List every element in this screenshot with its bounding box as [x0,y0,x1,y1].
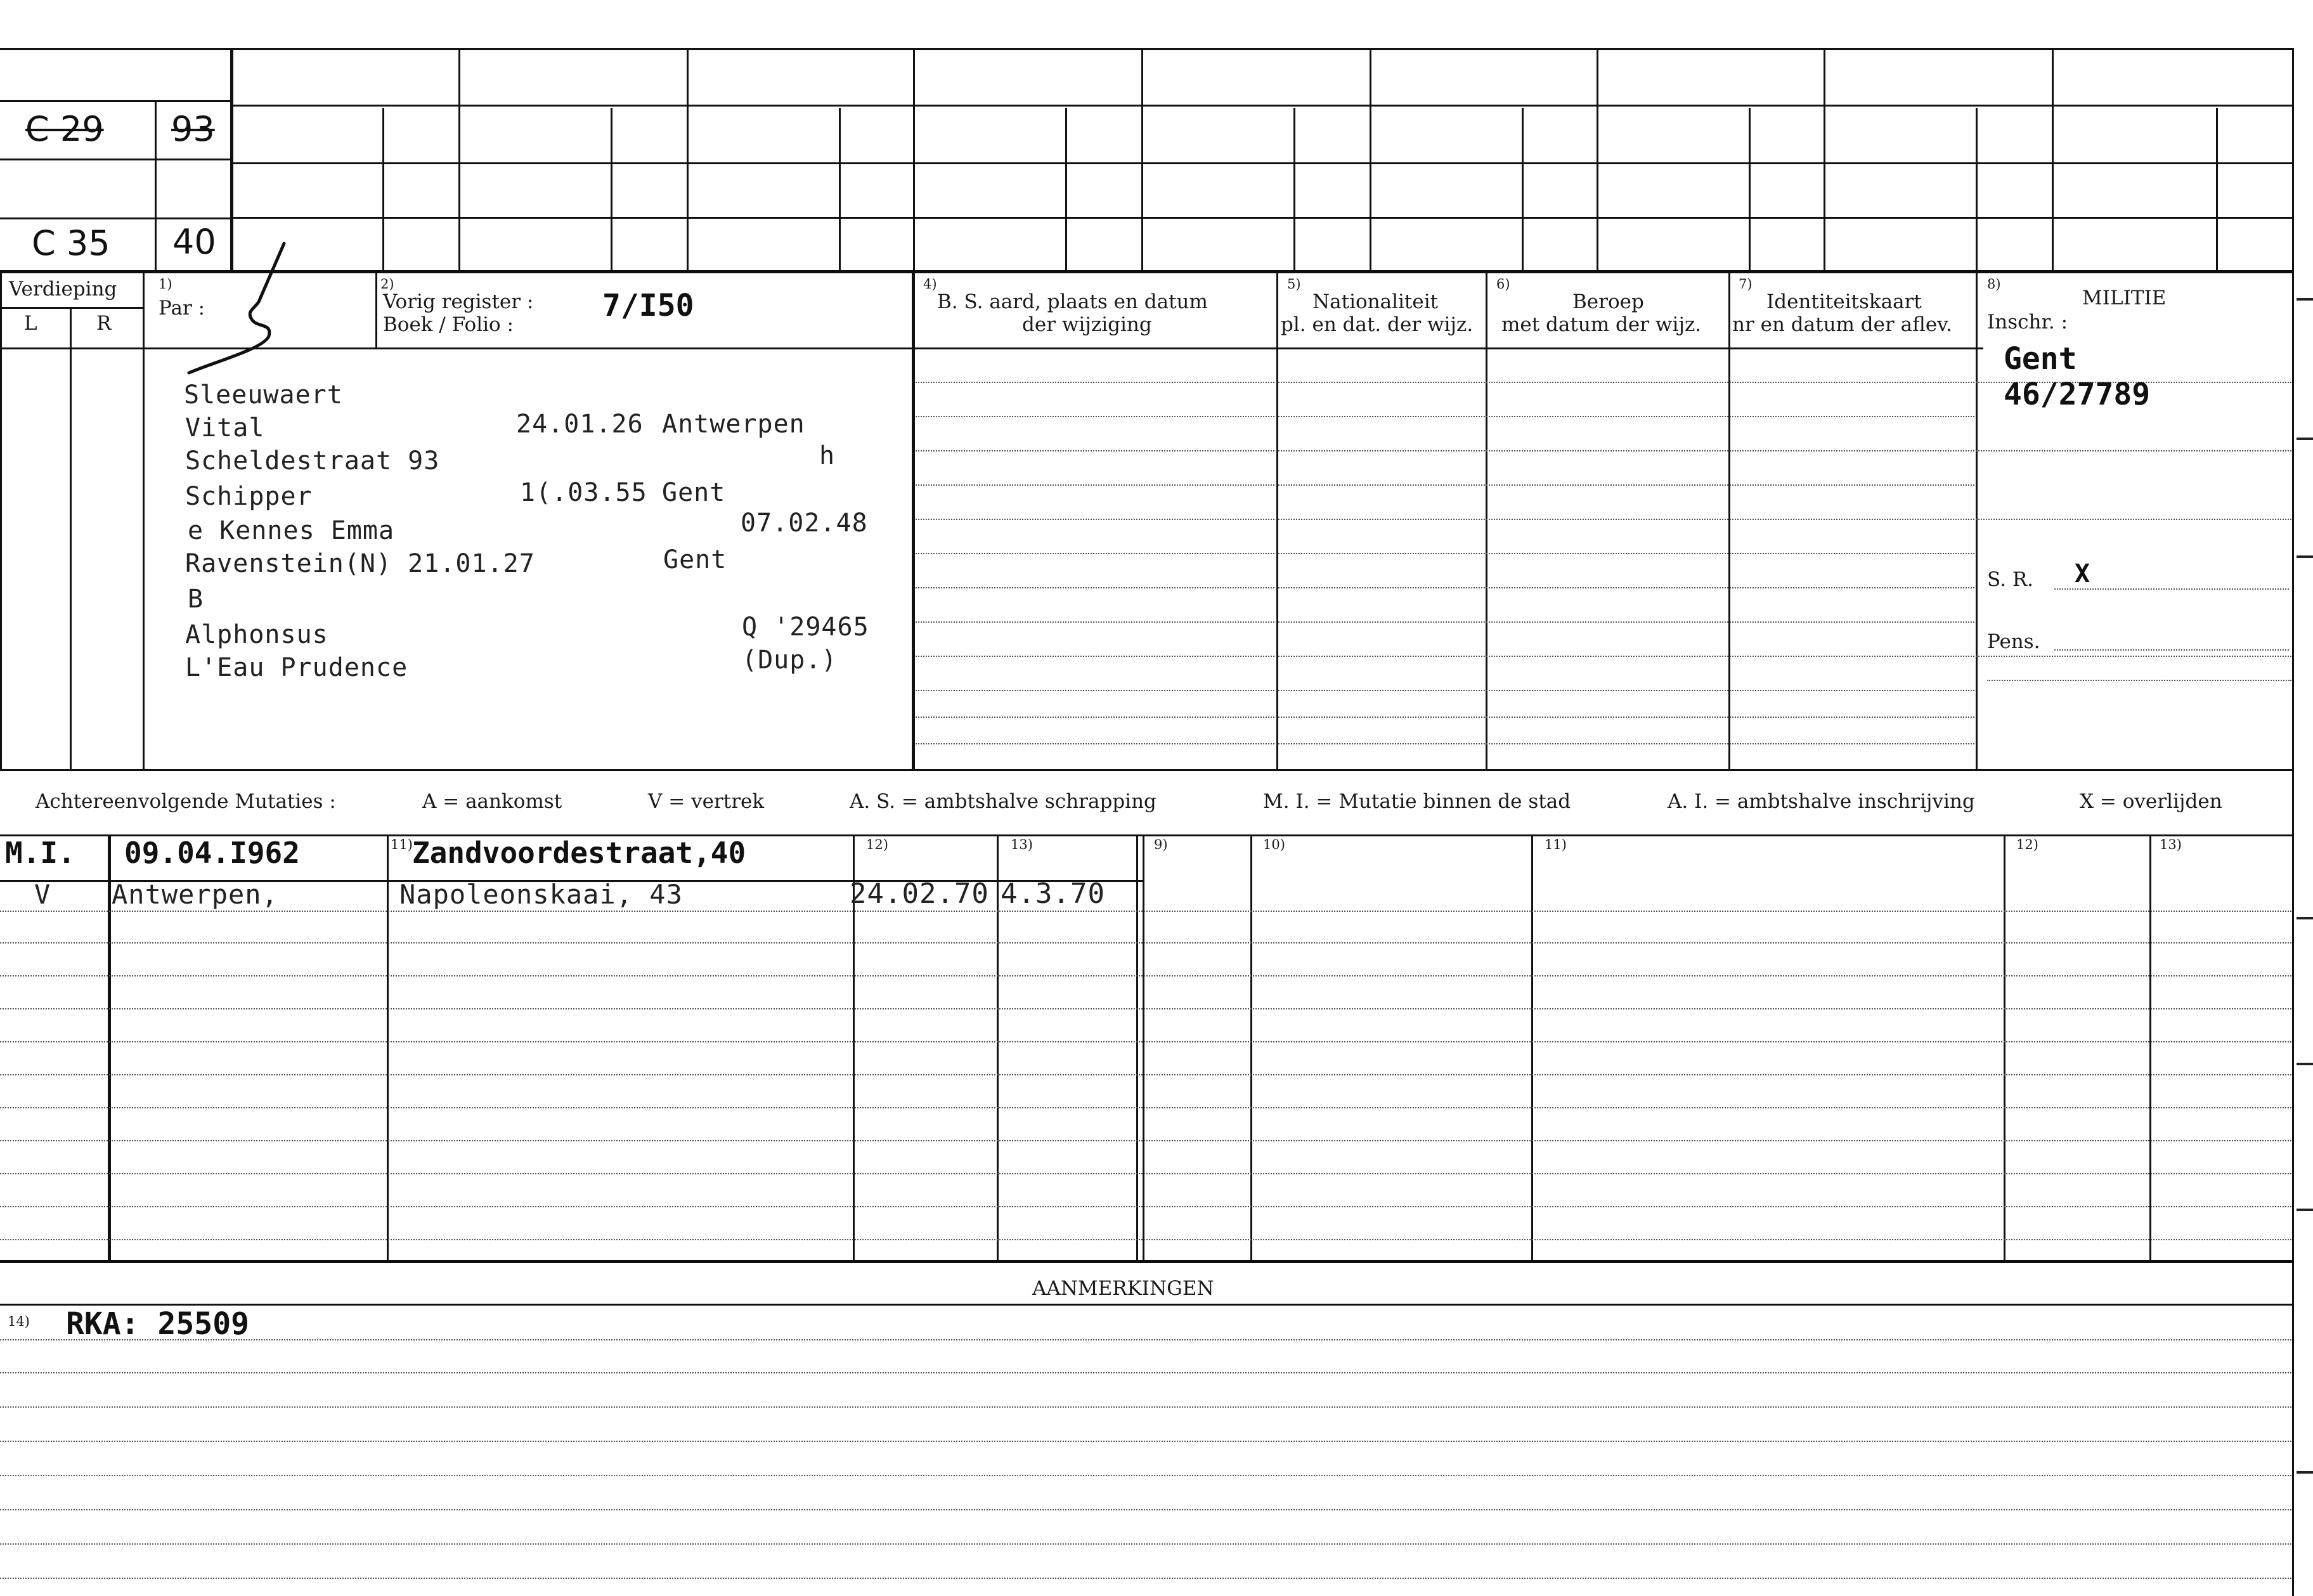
pens-label: Pens. [1987,630,2040,653]
mutation-address: Napoleonskaai, 43 [399,879,683,910]
occupation-place: Gent [662,478,726,507]
spouse-birth: Ravenstein(N) 21.01.27 [185,549,535,578]
mutation-type: M.I. [5,836,75,870]
mark-h: h [819,441,836,470]
col-12-number: 12) [866,837,888,852]
legend-title: Achtereenvolgende Mutaties : [36,790,336,813]
occupation-date: 1(.03.55 [520,478,647,507]
mutation-address: Zandvoordestraat,40 [412,836,746,870]
remarks-number: 14) [8,1314,30,1329]
col7-number: 7) [1739,276,1753,292]
col-9-number: 9) [1154,837,1168,852]
col6-label-2: met datum der wijz. [1501,313,1702,336]
militie-number: 46/27789 [2004,377,2151,412]
col6-label-1: Beroep [1572,290,1644,313]
col-13b-number: 13) [2160,837,2182,852]
col4-label-2: der wijziging [1022,313,1152,336]
legend-v: V = vertrek [648,790,765,813]
par-label: Par : [159,297,205,320]
vorig-register-label: Vorig register : [383,290,534,313]
birth-place: Antwerpen [662,410,805,439]
militie-label: MILITIE [2082,287,2167,309]
vorig-register-value: 7/I50 [602,288,694,323]
col-12b-number: 12) [2016,837,2038,852]
col5-number: 5) [1287,276,1301,292]
mutation-place: Antwerpen, [112,879,278,910]
legend-mi: M. I. = Mutatie binnen de stad [1263,790,1571,813]
duplicate-note: (Dup.) [742,646,838,675]
remarks-text: RKA: 25509 [66,1306,249,1342]
nationality-code: B [188,585,204,614]
spouse: e Kennes Emma [188,516,395,545]
old-ref-code: C 29 [25,109,104,149]
marriage-date: 07.02.48 [741,509,868,538]
sr-value: X [2075,559,2090,588]
col5-label-2: pl. en dat. der wijz. [1281,313,1474,336]
legend-x: X = overlijden [2080,790,2222,813]
address: Scheldestraat 93 [185,446,440,476]
col6-number: 6) [1496,276,1510,292]
spouse-place: Gent [663,545,727,574]
legend-ai: A. I. = ambtshalve inschrijving [1668,790,1975,813]
old-ref-number: 93 [171,109,215,149]
first-name: Vital [185,413,265,443]
occupation: Schipper [185,482,313,511]
left-label: L [24,312,37,335]
col4-label-1: B. S. aard, plaats en datum [937,290,1208,313]
legend-as: A. S. = ambtshalve schrapping [850,790,1156,813]
mutation-date-2: 4.3.70 [1001,878,1105,910]
inschr-label: Inschr. : [1987,311,2068,334]
col4-number: 4) [923,276,937,292]
col5-label-1: Nationaliteit [1312,290,1439,313]
remarks-title: AANMERKINGEN [1032,1277,1214,1300]
mutation-type: V [34,879,51,910]
surname: Sleeuwaert [184,380,343,410]
mutation-date-1: 24.02.70 [850,878,989,910]
mother: L'Eau Prudence [185,653,408,682]
col8-number: 8) [1987,276,2001,292]
current-ref-number: 40 [172,222,216,262]
par-scribble-mark [178,241,304,380]
birth-date: 24.01.26 [516,410,644,439]
father: Alphonsus [185,620,328,649]
col1-number: 1) [159,276,172,292]
mutation-date: 09.04.I962 [124,836,300,870]
verdieping-label: Verdieping [9,278,117,301]
col2-number: 2) [380,276,394,292]
col-10-number: 10) [1263,837,1285,852]
col-13-number: 13) [1011,837,1033,852]
legend-a: A = aankomst [422,790,562,813]
col-11-number: 11) [391,837,413,852]
current-ref-code: C 35 [32,223,110,263]
col-11b-number: 11) [1545,837,1567,852]
right-label: R [96,312,112,335]
boek-folio-label: Boek / Folio : [383,313,514,336]
sr-label: S. R. [1987,568,2034,591]
col7-label-2: nr en datum der aflev. [1732,313,1952,336]
id-card: Q '29465 [742,613,869,642]
col7-label-1: Identiteitskaart [1766,290,1922,313]
militie-place: Gent [2004,341,2077,377]
